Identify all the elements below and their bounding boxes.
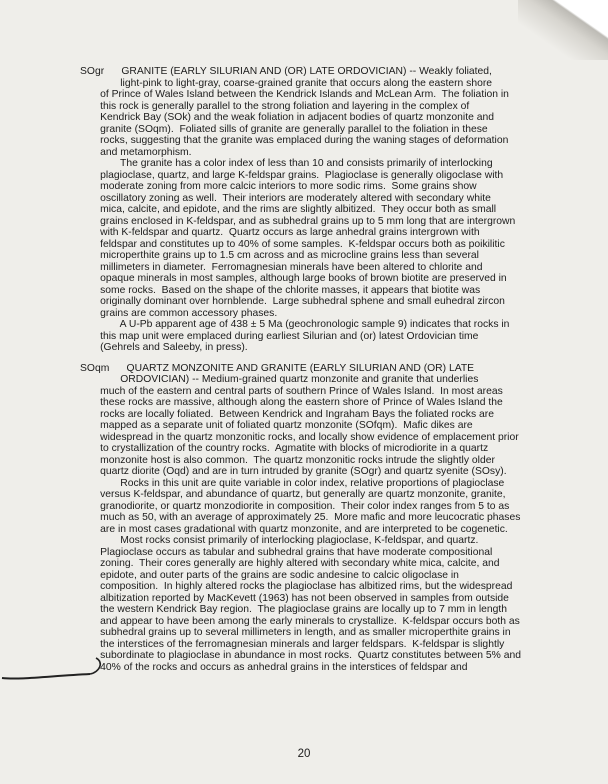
text-line: Rocks in this unit are quite variable in color index, relative proportions of plagioclase (80, 477, 505, 489)
text-line: versus K-feldspar, and abundance of quartz, but generally are quartz monzonite, granite, (80, 489, 506, 500)
text-line: SOqm QUARTZ MONZONITE AND GRANITE (EARLY SILURIAN AND (OR) LATE (80, 362, 475, 374)
text-line: of Prince of Wales Island between the Kendrick Islands and McLean Arm. The foliation in (80, 89, 509, 100)
text-line: millimeters in diameter. Ferromagnesian minerals have been altered to chlorite and (80, 261, 483, 273)
text-line: mapped as a separate unit of foliated quartz monzonite (SOfqm). Mafic dikes are (80, 420, 473, 431)
text-line: the western Kendrick Bay region. The plagioclase grains are locally up to 7 mm in length (80, 604, 507, 615)
text-line: composition. In highly altered rocks the plagioclase has albitized rims, but the widespread (80, 581, 513, 592)
body-text (80, 66, 590, 673)
text-line: (Gehrels and Saleeby, in press). (80, 342, 248, 353)
text-line: granite (SOqm). Foliated sills of granite are generally parallel to the foliation in these (80, 123, 488, 135)
text-line: epidote, and outer parts of the grains are sodic andesine to calcic oligoclase in (80, 569, 459, 581)
text-line: and appear to have been among the early minerals to crystallize. K-feldspar occurs both as (80, 615, 520, 627)
text-line: grains enclosed in K-feldspar, and as subhedral grains up to 5 mm long that are intergrown (80, 215, 516, 227)
pen-mark (0, 650, 110, 690)
text-line: are in most cases gradational with quartz monzonite, and are interpreted to be cogenetic. (80, 523, 508, 535)
folded-corner (518, 0, 608, 60)
page-number: 20 (297, 748, 311, 760)
text-line: subordinate to plagioclase in abundance in most rocks. Quartz constitutes between 5% and (80, 650, 522, 661)
text-line: mica, calcite, and epidote, and the rims are slightly albitized. They occur both as small (80, 204, 497, 215)
text-line: and metamorphism. (80, 146, 192, 158)
section-sogr (80, 66, 590, 354)
text-line: ORDOVICIAN) -- Medium-grained quartz monzonite and granite that underlies (80, 374, 479, 385)
text-line: SOgr GRANITE (EARLY SILURIAN AND (OR) LATE ORDOVICIAN) -- Weakly foliated, (80, 66, 492, 77)
text-line: moderate zoning from more calcic interiors to more sodic rims. Some grains show (80, 181, 477, 192)
text-line: plagioclase, quartz, and large K-feldspar grains. Plagioclase is generally oligoclase with (80, 169, 504, 181)
text-line: light-pink to light-gray, coarse-grained granite that occurs along the eastern shore (80, 77, 493, 89)
text-line: albitization reported by MacKevett (1963) has not been observed in samples from outside (80, 592, 509, 604)
text-line: Plagioclase occurs as tabular and subhedral grains that have moderate compositional (80, 546, 493, 558)
text-line: A U-Pb apparent age of 438 ± 5 Ma (geochronologic sample 9) indicates that rocks in (80, 319, 510, 330)
text-line: widespread in the quartz monzonitic rocks, and locally show evidence of emplacement prior (80, 431, 519, 443)
text-line: grains are common accessory phases. (80, 307, 278, 319)
text-line: the interstices of the ferromagnesian minerals and larger feldspars. K-feldspar is slightly (80, 638, 505, 650)
text-line: The granite has a color index of less than 10 and consists primarily of interlocking (80, 158, 493, 169)
text-line: 40% of the rocks and occurs as anhedral grains in the interstices of feldspar and (80, 661, 468, 673)
text-line: originally dominant over hornblende. Large subhedral sphene and small euhedral zircon (80, 296, 505, 307)
text-line: zoning. Their cores generally are highly altered with secondary white mica, calcite, and (80, 558, 500, 569)
text-line: granodiorite, or quartz monzodiorite in composition. Their color index ranges from 5 to as (80, 500, 510, 512)
text-line: Most rocks consist primarily of interlocking plagioclase, K-feldspar, and quartz. (80, 535, 479, 546)
text-line: subhedral grains up to several millimeters in length, and as smaller microperthite grains in (80, 627, 511, 638)
section-gap (80, 354, 590, 363)
text-line: this rock is generally parallel to the strong foliation and layering in the complex of (80, 100, 470, 112)
text-line: these rocks are massive, although along the eastern shore of Prince of Wales Island the (80, 397, 503, 408)
text-line: opaque minerals in most samples, although large books of brown biotite are preserved in (80, 273, 507, 284)
text-line: some rocks. Based on the shape of the chlorite masses, it appears that biotite was (80, 284, 481, 296)
text-line: oscillatory zoning as well. Their interiors are moderately altered with secondary white (80, 192, 491, 204)
text-line: rocks, suggesting that the granite was emplaced during the waning stages of deformation (80, 135, 509, 146)
text-line: much as 50, with an average of approximately 25. More mafic and more leucocratic phases (80, 512, 521, 523)
section-soqm (80, 363, 590, 674)
text-line: this map unit were emplaced during earliest Silurian and (or) latest Ordovician time (80, 330, 479, 342)
text-line: feldspar and constitutes up to 40% of some samples. K-feldspar occurs both as poikilitic (80, 238, 505, 250)
text-line: monzonite host is also common. The quartz monzonitic rocks intrude the slightly older (80, 454, 495, 466)
text-line: to crystallization of the country rocks. Agmatite with blocks of microdiorite in a quartz (80, 443, 489, 454)
text-line: with K-feldspar and quartz. Quartz occurs as large anhedral grains intergrown with (80, 227, 480, 238)
text-line: rocks are locally foliated. Between Kendrick and Ingraham Bays the foliated rocks are (80, 408, 494, 420)
text-line: quartz diorite (Oqd) and are in turn intruded by granite (SOgr) and quartz syenite (SOsy). (80, 466, 507, 477)
text-line: microperthite grains up to 1.5 cm across and as microcline grains less than several (80, 250, 479, 261)
text-line: Kendrick Bay (SOk) and the weak foliation in adjacent bodies of quartz monzonite and (80, 112, 494, 123)
text-line: much of the eastern and central parts of southern Prince of Wales Island. In most areas (80, 385, 503, 397)
